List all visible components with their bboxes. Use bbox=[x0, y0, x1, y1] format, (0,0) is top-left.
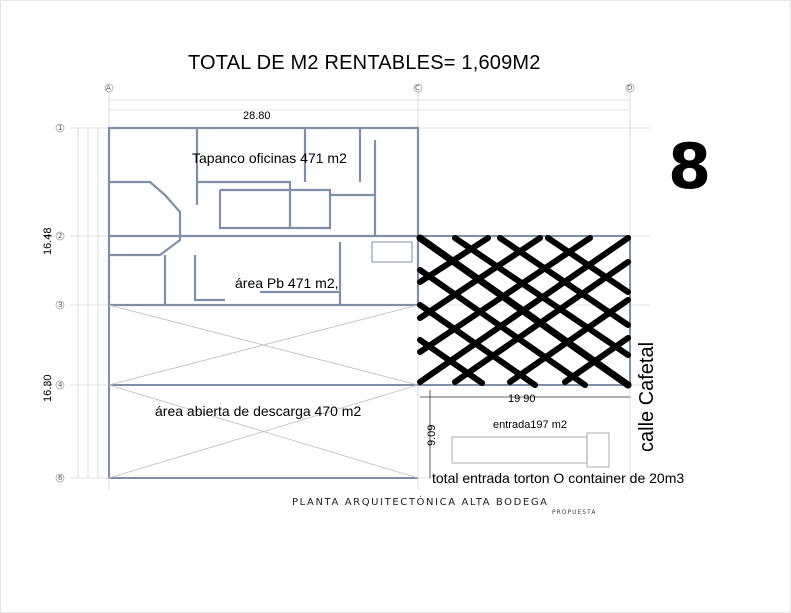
grid-col-d: D bbox=[627, 84, 633, 92]
width-1990-label: 19 90 bbox=[508, 393, 536, 405]
entrada-label: entrada197 m2 bbox=[493, 419, 567, 431]
total-entrada-label: total entrada torton O container de 20m3 bbox=[432, 470, 685, 486]
street-name-label: calle Cafetal bbox=[636, 341, 658, 452]
grid-row-4: 4 bbox=[58, 381, 63, 389]
dim-1648-label: 16.48 bbox=[42, 227, 54, 255]
lot-number: 8 bbox=[668, 130, 712, 203]
truck-outline bbox=[452, 433, 609, 467]
page-title: TOTAL DE M2 RENTABLES= 1,609M2 bbox=[188, 52, 541, 74]
top-dimension-label: 28.80 bbox=[243, 110, 271, 122]
grid-row-2: 2 bbox=[58, 232, 63, 240]
open-area-crosses bbox=[109, 305, 418, 478]
grid-col-c: C bbox=[415, 84, 420, 92]
area-abierta-label: área abierta de descarga 470 m2 bbox=[155, 403, 362, 419]
sheet-border bbox=[1, 1, 791, 613]
tapanco-label: Tapanco oficinas 471 m2 bbox=[192, 150, 347, 166]
drawing-subtitle: PROPUESTA bbox=[552, 509, 597, 516]
grid-row-1: 1 bbox=[58, 124, 63, 132]
area-pb-label: área Pb 471 m2, bbox=[235, 275, 339, 291]
drawing-title: PLANTA ARQUITECTÓNICA ALTA BODEGA bbox=[292, 497, 549, 508]
grid-row-6: 6 bbox=[58, 474, 63, 482]
grid-row-3: 3 bbox=[58, 301, 63, 309]
depth-909-label: 9.09 bbox=[426, 424, 438, 446]
grid-col-a: A bbox=[106, 84, 111, 92]
dim-1630-label: 16.30 bbox=[42, 374, 54, 402]
entrance-hatch bbox=[420, 238, 628, 385]
